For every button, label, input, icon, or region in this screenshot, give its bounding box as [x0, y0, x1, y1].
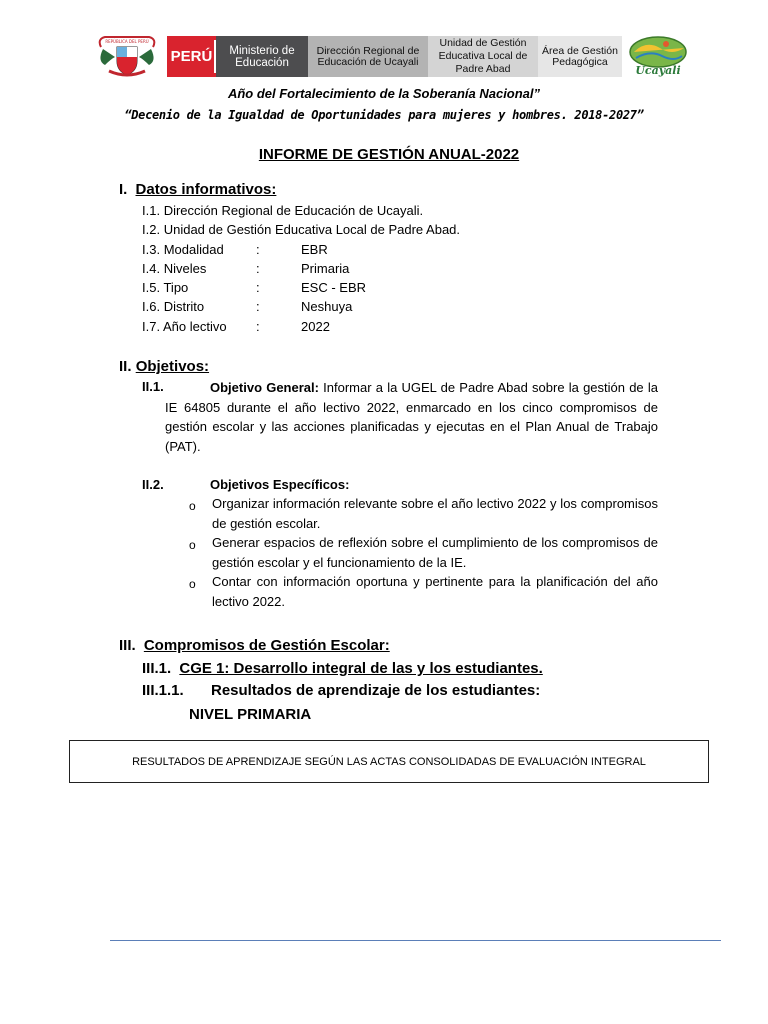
subsection-number: III.1. — [142, 660, 172, 677]
peru-label: PERÚ — [167, 36, 216, 77]
item-value: Neshuya — [301, 299, 353, 314]
data-row-modalidad — [142, 242, 224, 257]
item-separator: : — [256, 280, 260, 295]
results-box — [69, 740, 709, 783]
motto-decade: “Decenio de la Igualdad de Oportunidades para mujeres y hombres. 2018-2027” — [124, 108, 644, 122]
item-value: Primaria — [301, 261, 350, 276]
data-row-tipo — [142, 280, 188, 295]
bullet-icon: o — [189, 577, 196, 591]
item-value: 2022 — [301, 319, 330, 334]
motto-year: Año del Fortalecimiento de la Soberanía Nacional” — [227, 86, 541, 101]
footer-divider — [110, 940, 721, 941]
item-separator: : — [256, 261, 260, 276]
dre-label: Dirección Regional de Educación de Ucayali — [308, 36, 428, 77]
general-objective-number: II.1. — [142, 379, 164, 394]
area-label: Área de Gestión Pedagógica — [538, 36, 622, 77]
item-label: Niveles — [163, 261, 207, 276]
subsection-title: CGE 1: Desarrollo integral de las y los estudiantes. — [179, 660, 543, 677]
specific-objective-item: Generar espacios de reflexión sobre el cumplimiento de los compromisos de gestión escolar y el funcionamiento de la IE. — [212, 535, 658, 570]
ugel-label: Unidad de Gestión Educativa Local de Padre Abad — [428, 36, 538, 77]
specific-objectives-number: II.2. — [142, 477, 164, 492]
data-row-distrito — [142, 299, 204, 314]
bullet-icon: o — [189, 499, 196, 513]
item-number: I.1. — [142, 203, 161, 218]
specific-objective-item: Contar con información oportuna y pertinente para la planificación del año lectivo 2022. — [212, 574, 658, 609]
data-item — [142, 203, 423, 218]
item-label: Año lectivo — [162, 319, 227, 334]
item-number: I.7. — [142, 319, 161, 334]
item-value: ESC - EBR — [301, 280, 367, 295]
section-3-heading — [119, 637, 390, 654]
ministerio-label: Ministerio de Educación — [216, 36, 308, 77]
item-number: I.5. — [142, 280, 161, 295]
section-2-number: II. — [119, 358, 132, 375]
section-1-title: Datos informativos: — [135, 181, 277, 198]
subsection-heading — [142, 660, 543, 677]
item-label: Tipo — [163, 280, 189, 295]
item-separator: : — [256, 319, 260, 334]
item-value: EBR — [301, 242, 328, 257]
specific-objectives-label: Objetivos Específicos: — [210, 477, 350, 492]
item-number: I.4. — [142, 261, 161, 276]
section-3-number: III. — [119, 637, 136, 654]
general-objective-label: Objetivo General: — [210, 380, 319, 395]
general-objective — [165, 378, 658, 456]
general-objective-text: Informar a la UGEL de Padre Abad sobre la gestión de la IE 64805 durante el año lectivo 2022, enmarcado en los cinco compromisos de gestión escolar y las acciones planificadas y ejecutas en el Plan Anual de Trabajo (PAT). — [165, 380, 658, 454]
peru-shield-logo-text: REPÚBLICA DEL PERÚ — [105, 39, 149, 44]
level-label: NIVEL PRIMARIA — [189, 706, 312, 723]
section-1-number: I. — [119, 181, 128, 198]
data-row-ano-lectivo — [142, 319, 227, 334]
specific-objective-item: Organizar información relevante sobre el año lectivo 2022 y los compromisos de gestión escolar. — [212, 496, 658, 531]
item-label: Distrito — [163, 299, 205, 314]
bullet-icon: o — [189, 538, 196, 552]
data-row-niveles — [142, 261, 206, 276]
section-2-heading — [119, 358, 209, 375]
subsubsection-number: III.1.1. — [142, 682, 184, 699]
document-title: INFORME DE GESTIÓN ANUAL-2022 — [258, 146, 520, 163]
section-2-title: Objetivos: — [135, 358, 210, 375]
item-separator: : — [256, 242, 260, 257]
item-number: I.3. — [142, 242, 161, 257]
subsubsection-title: Resultados de aprendizaje de los estudiantes: — [211, 682, 541, 699]
results-box-label: RESULTADOS DE APRENDIZAJE SEGÚN LAS ACTAS CONSOLIDADAS DE EVALUACIÓN INTEGRAL — [132, 755, 646, 768]
section-1-heading — [119, 181, 276, 198]
item-text: Unidad de Gestión Educativa Local de Padre Abad. — [163, 222, 461, 237]
data-item — [142, 222, 460, 237]
item-label: Modalidad — [163, 242, 224, 257]
item-number: I.6. — [142, 299, 161, 314]
ucayali-logo-text: Ucayali — [635, 64, 681, 77]
section-3-title: Compromisos de Gestión Escolar: — [143, 637, 390, 654]
item-separator: : — [256, 299, 260, 314]
ucayali-logo — [626, 34, 690, 78]
item-number: I.2. — [142, 222, 161, 237]
peru-shield-logo — [95, 35, 159, 79]
item-text: Dirección Regional de Educación de Ucayali. — [163, 203, 424, 218]
